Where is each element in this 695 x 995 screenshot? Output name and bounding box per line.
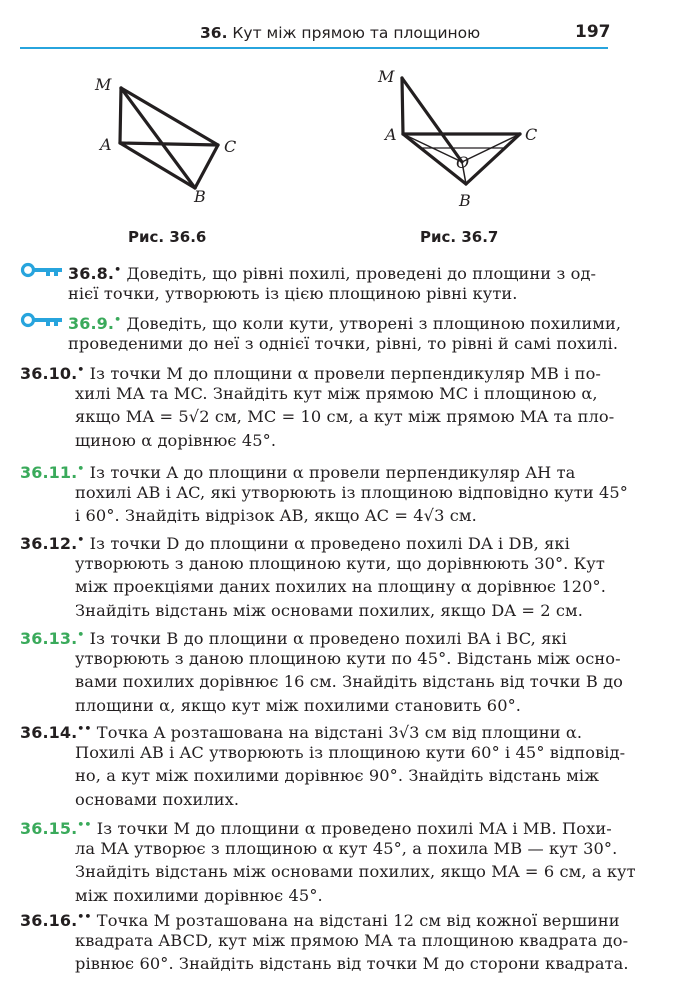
exercise-line: 36.8.• Доведіть, що рівні похилі, проведені до площини з од-: [68, 263, 597, 283]
key-icon: [20, 262, 64, 278]
exercise-line: 36.13.• Із точки B до площини α проведено похилі BA і BC, які: [20, 628, 567, 648]
figure-36-7-drawing: [370, 64, 560, 219]
exercise-number: 36.16.••: [20, 910, 92, 930]
label-C: C: [525, 125, 538, 144]
exercise-number: 36.15.••: [20, 818, 92, 838]
exercise-line: утворюють з даною площиною кути по 45°. Відстань між осно-: [75, 648, 621, 668]
exercise-line: 36.12.• Із точки D до площини α проведено похилі DA і DB, які: [20, 533, 570, 553]
exercise-line: щиною α дорівнює 45°.: [75, 431, 277, 451]
difficulty-mark: •: [77, 462, 85, 475]
segment-AB: [120, 143, 195, 188]
difficulty-mark: •: [114, 313, 122, 326]
exercise-line: і 60°. Знайдіть відрізок AB, якщо AC = 4√3 см.: [75, 506, 477, 526]
segment-MO: [402, 78, 462, 162]
figure-36-6-caption: Рис. 36.6: [128, 228, 207, 246]
segment-MB: [121, 88, 195, 188]
exercise-line: но, а кут між похилими дорівнює 90°. Знайдіть відстань між: [75, 766, 600, 786]
exercise-line: якщо MA = 5√2 см, MC = 10 см, а кут між прямою MA та пло-: [75, 407, 615, 427]
exercise-36-15: [20, 813, 636, 912]
header-rule: [20, 47, 608, 49]
exercise-line: ла MA утворює з площиною α кут 45°, а похила MB — кут 30°.: [75, 838, 618, 858]
exercise-36-16: [20, 905, 629, 980]
exercise-number: 36.12.•: [20, 533, 85, 553]
exercise-line: похилі AB і AC, які утворюють із площиною відповідно кути 45°: [75, 482, 628, 502]
exercise-line: хилі MA та MC. Знайдіть кут між прямою MC і площиною α,: [75, 383, 598, 403]
exercise-line: квадрата ABCD, кут між прямою MA та площиною квадрата до-: [75, 930, 629, 950]
exercise-line: проведеними до неї з однієї точки, рівні, то рівні й самі похилі.: [68, 333, 619, 353]
exercise-line: Похилі AB і AC утворюють із площиною кути 60° і 45° відповід-: [75, 742, 626, 762]
exercise-line: 36.11.• Із точки A до площини α провели перпендикуляр AH та: [20, 462, 576, 482]
chapter-title: [200, 24, 480, 42]
page-header: [0, 0, 695, 50]
exercise-36-10: [20, 358, 615, 457]
figure-36-7-caption: Рис. 36.7: [420, 228, 499, 246]
segment-MC: [121, 88, 218, 145]
label-M: M: [95, 75, 112, 94]
difficulty-mark: ••: [77, 818, 92, 831]
difficulty-mark: ••: [77, 722, 92, 735]
exercise-number: 36.8.•: [68, 263, 122, 283]
exercise-number: 36.13.•: [20, 628, 85, 648]
difficulty-mark: ••: [77, 910, 92, 923]
exercise-line: основами похилих.: [75, 790, 240, 810]
segment-MA: [402, 78, 403, 134]
exercise-line: вами похилих дорівнює 16 см. Знайдіть відстань від точки B до: [75, 672, 624, 692]
segment-MA: [120, 88, 121, 143]
exercise-36-14: [20, 717, 626, 816]
chapter-title-text: Кут між прямою та площиною: [232, 24, 481, 42]
exercise-number: 36.10.•: [20, 363, 85, 383]
exercise-36-12: [20, 528, 610, 627]
key-icon: [20, 312, 64, 328]
difficulty-mark: •: [77, 628, 85, 641]
exercise-line: нієї точки, утворюють із цією площиною рівні кути.: [68, 283, 518, 303]
exercise-line: 36.9.• Доведіть, що коли кути, утворені з площиною похилими,: [68, 313, 622, 333]
label-B: B: [459, 191, 471, 210]
difficulty-mark: •: [77, 363, 85, 376]
difficulty-mark: •: [114, 263, 122, 276]
exercise-number: 36.11.•: [20, 462, 85, 482]
exercise-36-13: [20, 623, 624, 722]
difficulty-mark: •: [77, 533, 85, 546]
label-A: A: [385, 125, 397, 144]
exercise-line: між похилими дорівнює 45°.: [75, 886, 323, 906]
exercise-line: рівнює 60°. Знайдіть відстань від точки M до сторони квадрата.: [75, 954, 629, 974]
exercise-line: 36.16.•• Точка M розташована на відстані 12 см від кожної вершини: [20, 910, 620, 930]
exercise-36-11: [20, 457, 628, 532]
exercise-number: 36.14.••: [20, 722, 92, 742]
exercise-line: 36.14.•• Точка A розташована на відстані 3√3 см від площини α.: [20, 722, 583, 742]
exercise-line: площини α, якщо кут між похилими становить 60°.: [75, 696, 522, 716]
segment-CB: [195, 145, 218, 188]
exercise-line: Знайдіть відстань між основами похилих, якщо MA = 6 см, а кут: [75, 862, 636, 882]
chapter-number: 36.: [200, 24, 228, 42]
segment-CB: [466, 134, 520, 184]
label-O: O: [456, 153, 470, 172]
label-C: C: [224, 137, 237, 156]
exercise-line: 36.10.• Із точки M до площини α провели перпендикуляр MB і по-: [20, 363, 601, 383]
page-number: 197: [575, 22, 611, 42]
label-A: A: [100, 135, 112, 154]
figure-36-6-drawing: [90, 70, 260, 220]
exercise-line: 36.15.•• Із точки M до площини α проведено похилі MA і MB. Похи-: [20, 818, 612, 838]
exercise-36-9: [20, 308, 622, 359]
label-B: B: [194, 187, 206, 206]
exercise-number: 36.9.•: [68, 313, 122, 333]
figure-36-7: [370, 64, 560, 223]
exercise-line: Знайдіть відстань між основами похилих, якщо DA = 2 см.: [75, 601, 583, 621]
exercise-line: між проекціями даних похилих на площину α дорівнює 120°.: [75, 577, 606, 597]
segment-AC: [120, 143, 218, 145]
label-M: M: [378, 67, 395, 86]
exercise-36-8: [20, 258, 610, 309]
figure-36-6: [90, 70, 260, 224]
exercise-line: утворюють з даною площиною кути, що дорівнюють 30°. Кут: [75, 553, 605, 573]
